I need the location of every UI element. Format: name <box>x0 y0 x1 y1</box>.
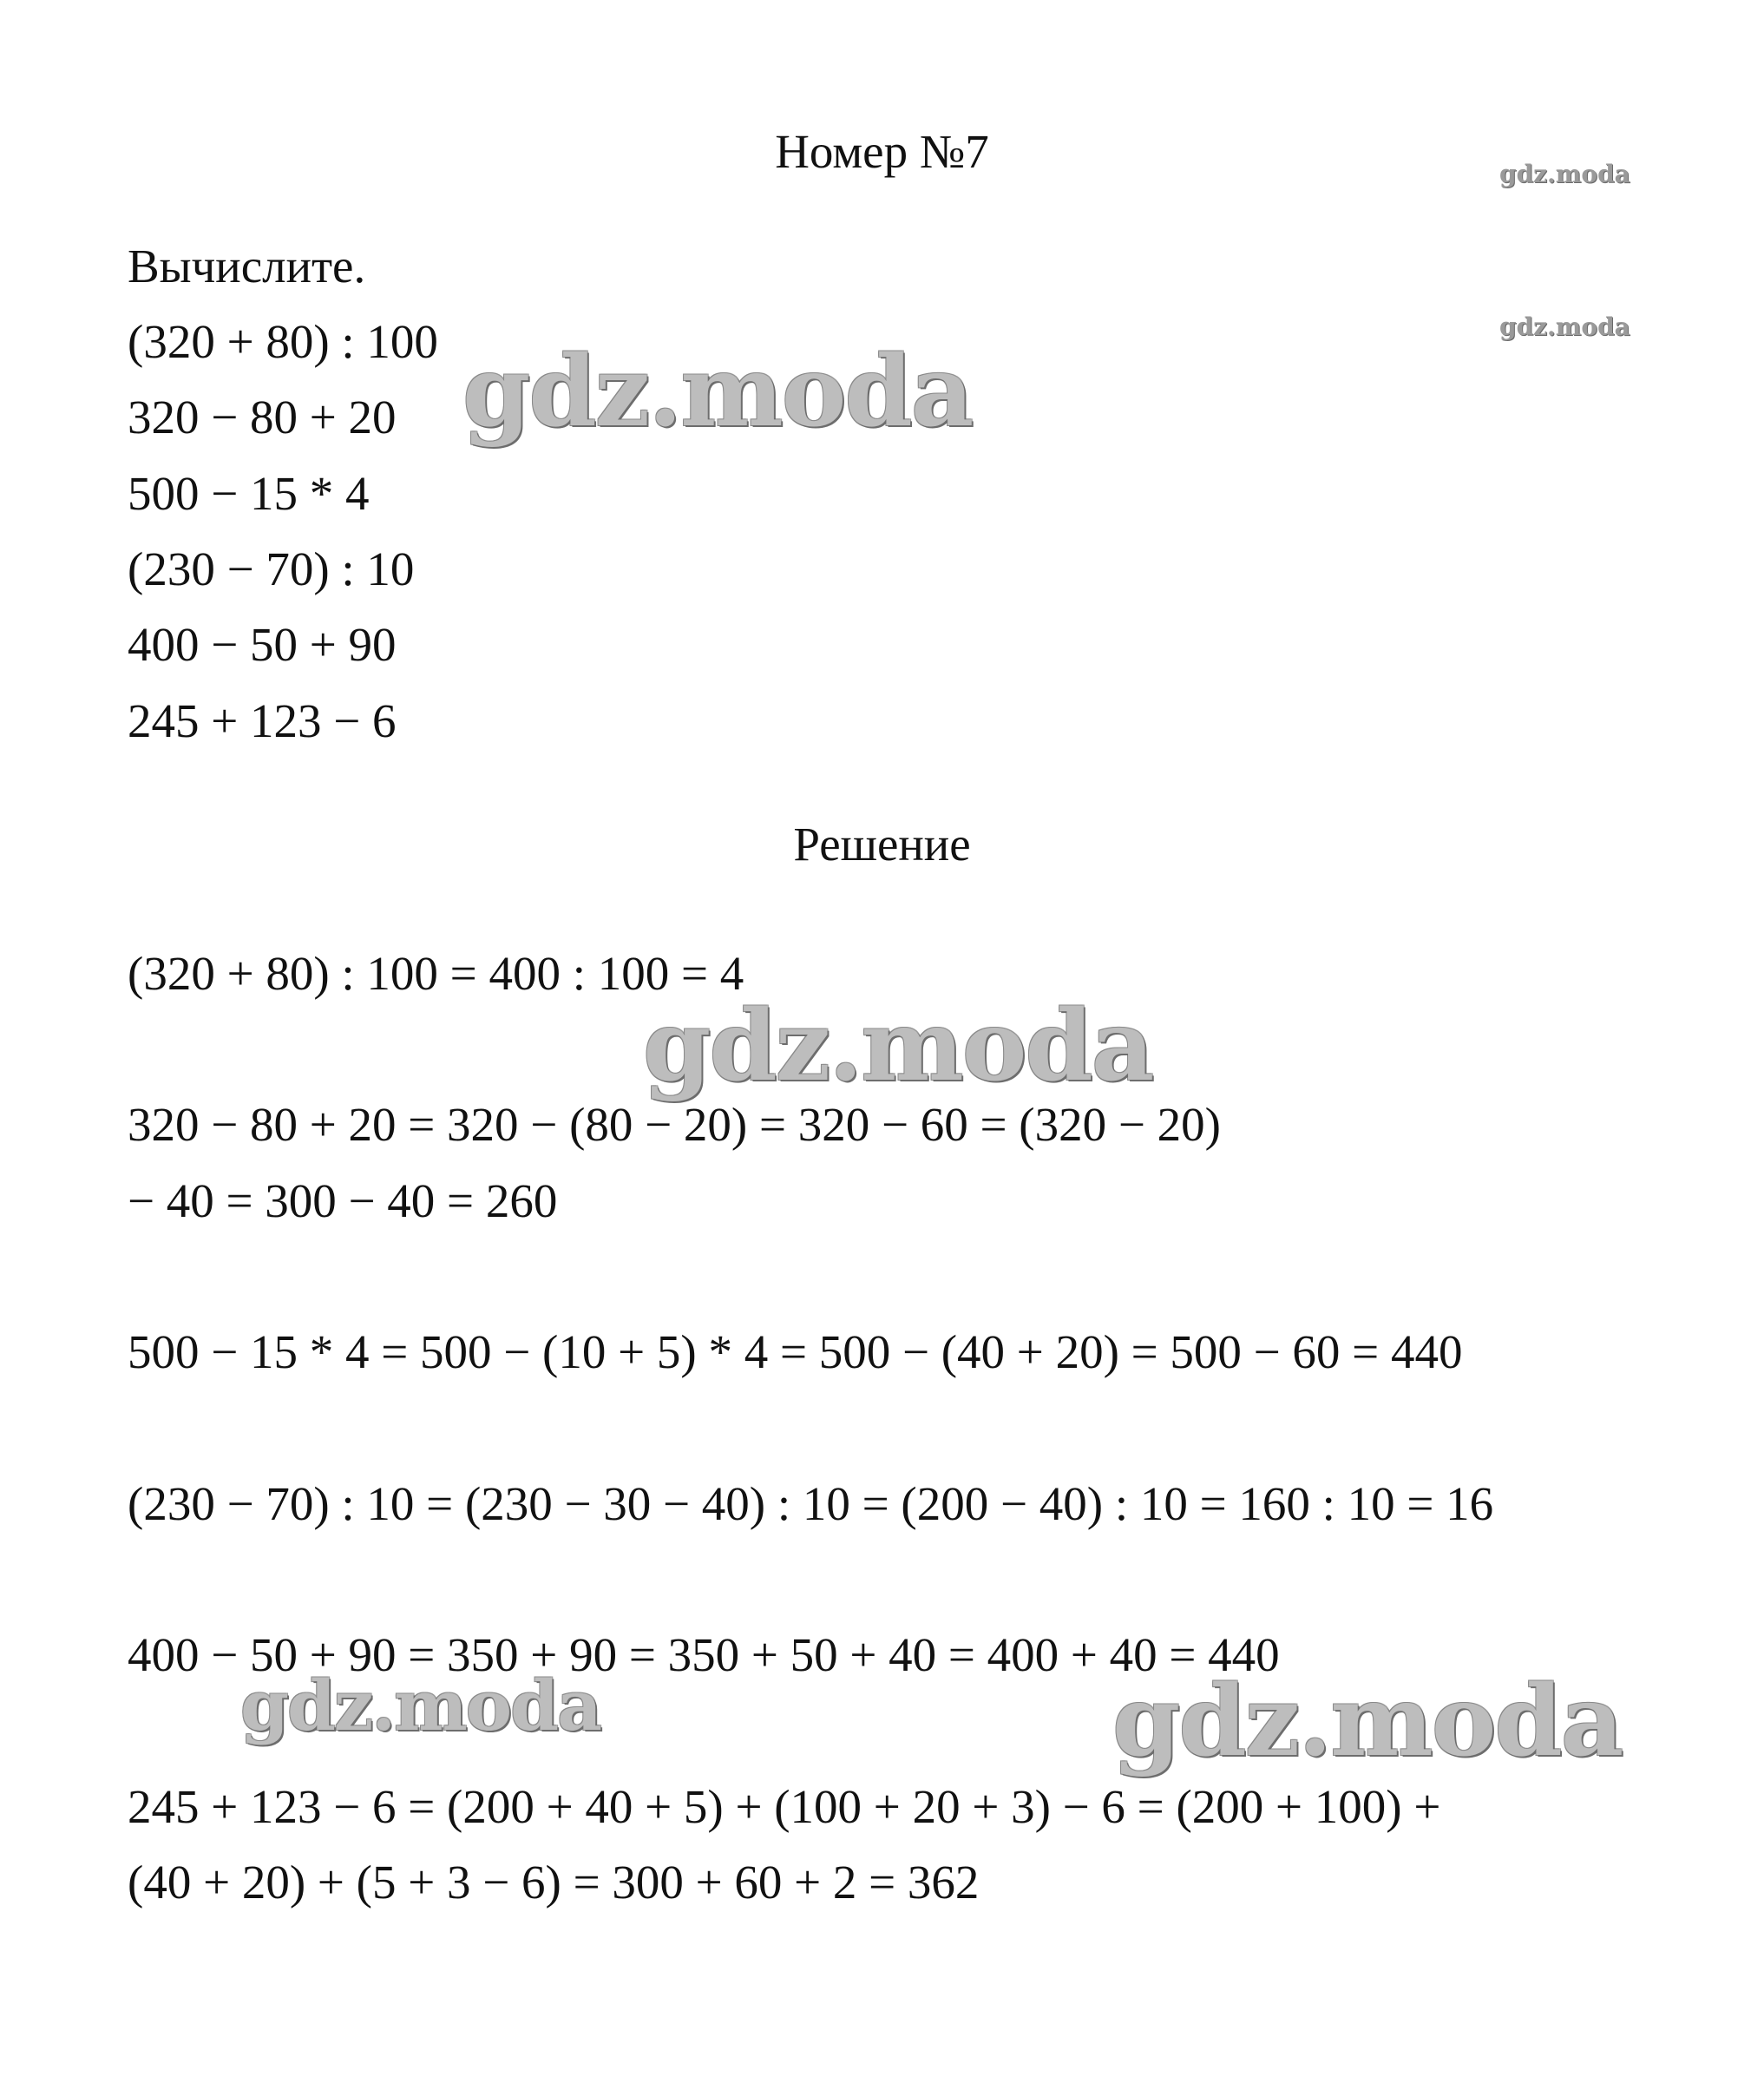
solution-line-1: (320 + 80) : 100 = 400 : 100 = 4 <box>128 947 744 1000</box>
page-title: Номер №7 <box>775 125 989 178</box>
solution-line-6: 400 − 50 + 90 = 350 + 90 = 350 + 50 + 40 = 400 + 40 = 440 <box>128 1628 1280 1681</box>
watermark-large-2: gdz.moda <box>643 989 1153 1103</box>
task-expression-4: (230 − 70) : 10 <box>128 542 415 595</box>
task-expression-5: 400 − 50 + 90 <box>128 618 397 671</box>
watermark-small-2: gdz.moda <box>1499 312 1630 341</box>
task-expression-6: 245 + 123 − 6 <box>128 694 397 747</box>
watermark-large-1: gdz.moda <box>462 335 973 449</box>
task-expression-1: (320 + 80) : 100 <box>128 315 438 368</box>
solution-line-4: 500 − 15 * 4 = 500 − (10 + 5) * 4 = 500 − (40 + 20) = 500 − 60 = 440 <box>128 1325 1463 1378</box>
solution-heading: Решение <box>793 818 971 871</box>
task-expression-3: 500 − 15 * 4 <box>128 467 370 520</box>
task-expression-2: 320 − 80 + 20 <box>128 391 397 444</box>
solution-line-7: 245 + 123 − 6 = (200 + 40 + 5) + (100 + 20 + 3) − 6 = (200 + 100) + <box>128 1780 1441 1833</box>
watermark-small-1: gdz.moda <box>1499 160 1630 188</box>
solution-line-8: (40 + 20) + (5 + 3 − 6) = 300 + 60 + 2 = 362 <box>128 1856 980 1909</box>
solution-line-3: − 40 = 300 − 40 = 260 <box>128 1174 558 1227</box>
solution-line-5: (230 − 70) : 10 = (230 − 30 − 40) : 10 = (200 − 40) : 10 = 160 : 10 = 16 <box>128 1477 1494 1530</box>
watermark-medium: gdz.moda <box>240 1665 600 1746</box>
watermark-large-3: gdz.moda <box>1112 1665 1623 1778</box>
task-instruction: Вычислите. <box>128 240 366 292</box>
solution-line-2: 320 − 80 + 20 = 320 − (80 − 20) = 320 − 60 = (320 − 20) <box>128 1098 1221 1151</box>
